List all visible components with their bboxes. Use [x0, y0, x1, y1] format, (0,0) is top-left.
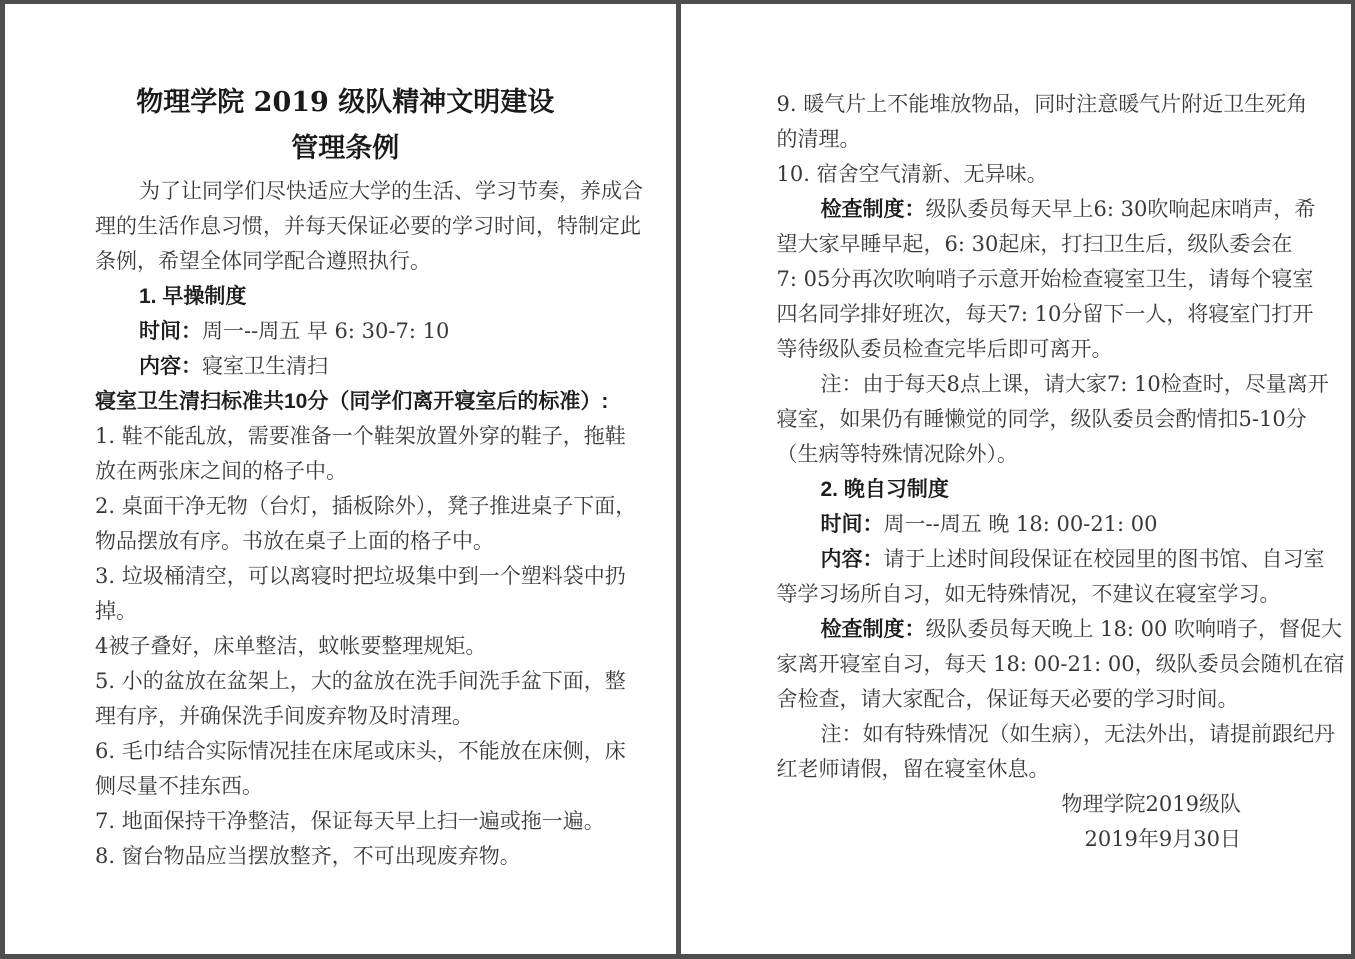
- text-line: [777, 612, 1343, 647]
- line-text: 为了让同学们尽快适应大学的生活、学习节奏，养成合: [139, 179, 643, 203]
- text-line: [777, 472, 1330, 507]
- text-line: [777, 752, 1330, 787]
- line-text: 7. 地面保持干净整洁，保证每天早上扫一遍或拖一遍。: [95, 809, 605, 833]
- text-line: [777, 437, 1330, 472]
- text-line: [777, 122, 1330, 157]
- text-line: [777, 542, 1330, 577]
- line-text: 4被子叠好，床单整洁，蚊帐要整理规矩。: [95, 634, 487, 658]
- line-text: 等待级队委员检查完毕后即可离开。: [776, 337, 1113, 361]
- line-text: 8. 窗台物品应当摆放整齐，不可出现废弃物。: [95, 844, 521, 868]
- text-line: [95, 524, 644, 559]
- line-text: 寝室卫生清扫标准共10分（同学们离开寝室后的标准）:: [95, 390, 609, 413]
- line-text: 舍检查，请大家配合，保证每天必要的学习时间。: [776, 687, 1239, 711]
- line-text: 等学习场所自习，如无特殊情况，不建议在寝室学习。: [776, 582, 1281, 606]
- text-line: [776, 647, 1345, 682]
- text-line: [95, 349, 644, 384]
- line-text: 级队委员每天晚上 18: 00 吹响哨子，督促大: [925, 617, 1343, 641]
- line-text: 侧尽量不挂东西。: [95, 774, 263, 798]
- line-text: 理有序，并确保洗手间废弃物及时清理。: [95, 704, 473, 728]
- text-line: [777, 717, 1335, 752]
- text-line: [95, 804, 644, 839]
- line-text: 10. 宿舍空气清新、无异味。: [776, 162, 1048, 186]
- text-line: [95, 279, 644, 314]
- text-line: [95, 174, 644, 209]
- text-line: [777, 367, 1330, 402]
- line-text: 望大家早睡早起，6: 30起床，打扫卫生后，级队委会在: [776, 232, 1293, 256]
- text-line: [95, 839, 644, 874]
- text-line: [777, 87, 1330, 122]
- line-text: 6. 毛巾结合实际情况挂在床尾或床头，不能放在床侧，床: [95, 739, 626, 763]
- text-line: [95, 384, 644, 419]
- document-title-line1: 物理学院 2019 级队精神文明建设: [136, 87, 555, 118]
- line-text: 物理学院2019级队: [1061, 792, 1241, 816]
- document-title-line2: 管理条例: [291, 133, 400, 164]
- line-text: 5. 小的盆放在盆架上，大的盆放在洗手间洗手盆下面，整: [95, 669, 626, 693]
- line-text: 注：由于每天8点上课，请大家7: 10检查时，尽量离开: [820, 372, 1329, 396]
- line-text: 的清理。: [776, 127, 861, 151]
- text-line: [777, 297, 1330, 332]
- line-text: 注：如有特殊情况（如生病），无法外出，请提前跟纪丹: [820, 722, 1335, 746]
- line-text: 条例，希望全体同学配合遵照执行。: [95, 249, 431, 273]
- text-line: [95, 489, 644, 524]
- line-text: 周一--周五 晚 18: 00-21: 00: [883, 512, 1158, 536]
- text-line: [95, 594, 644, 629]
- line-text: 2. 桌面干净无物（台灯，插板除外），凳子推进桌子下面，: [95, 494, 637, 518]
- line-lead-label: 时间：: [139, 320, 202, 343]
- line-lead-label: 时间：: [820, 513, 884, 536]
- line-lead-label: 检查制度：: [820, 618, 926, 641]
- line-text: 7: 05分再次吹响哨子示意开始检查寝室卫生，请每个寝室: [776, 267, 1314, 291]
- line-text: 9. 暖气片上不能堆放物品，同时注意暖气片附近卫生死角: [776, 92, 1308, 116]
- text-line: [95, 559, 644, 594]
- line-text: 级队委员每天早上6: 30吹响起床哨声，希: [925, 197, 1316, 221]
- line-text: 周一--周五 早 6: 30-7: 10: [202, 319, 450, 343]
- line-text: 放在两张床之间的格子中。: [95, 459, 347, 483]
- line-text: 掉。: [95, 599, 137, 623]
- page-right-body: [776, 87, 1345, 857]
- text-line: [95, 734, 644, 769]
- line-text: （生病等特殊情况除外）。: [776, 442, 1018, 466]
- text-line: [777, 402, 1330, 437]
- text-line: [95, 454, 644, 489]
- text-line: [777, 192, 1330, 227]
- line-lead-label: 内容：: [820, 548, 884, 571]
- text-line: [777, 332, 1330, 367]
- text-line: [777, 262, 1330, 297]
- line-text: 红老师请假，留在寝室休息。: [776, 757, 1050, 781]
- text-line: [95, 629, 644, 664]
- signature-author: [777, 787, 1330, 822]
- text-line: [95, 314, 644, 349]
- line-text: 寝室，如果仍有睡懒觉的同学，级队委员会酌情扣5-10分: [776, 407, 1307, 431]
- text-line: [95, 419, 644, 454]
- signature-date: [777, 822, 1330, 857]
- text-line: [95, 244, 644, 279]
- line-text: 寝室卫生清扫: [202, 354, 328, 378]
- line-text: 3. 垃圾桶清空，可以离寝时把垃圾集中到一个塑料袋中扔: [95, 564, 626, 588]
- text-line: [777, 157, 1330, 192]
- text-line: [777, 577, 1330, 612]
- text-line: [777, 682, 1330, 717]
- page-right: [681, 4, 1352, 954]
- page-left-content: [5, 4, 676, 954]
- line-lead-label: 检查制度：: [820, 198, 926, 221]
- text-line: [95, 769, 644, 804]
- line-text: 1. 鞋不能乱放，需要准备一个鞋架放置外穿的鞋子，拖鞋: [95, 424, 626, 448]
- page-right-content: [681, 4, 1352, 954]
- line-lead-label: 内容：: [139, 355, 202, 378]
- line-text: 请于上述时间段保证在校园里的图书馆、自习室: [883, 547, 1325, 571]
- page-left: [5, 4, 676, 954]
- line-text: 四名同学排好班次，每天7: 10分留下一人，将寝室门打开: [776, 302, 1314, 326]
- line-text: 家离开寝室自习，每天 18: 00-21: 00，级队委员会随机在宿: [776, 652, 1345, 676]
- text-line: [777, 507, 1330, 542]
- line-text: 2019年9月30日: [1084, 827, 1241, 851]
- text-line: [95, 209, 644, 244]
- line-text: 物品摆放有序。书放在桌子上面的格子中。: [95, 529, 494, 553]
- line-text: 1. 早操制度: [139, 285, 247, 308]
- text-line: [95, 699, 644, 734]
- text-line: [777, 227, 1330, 262]
- line-text: 理的生活作息习惯，并每天保证必要的学习时间，特制定此: [95, 214, 641, 238]
- text-line: [95, 664, 644, 699]
- page-left-body: [95, 174, 644, 874]
- line-text: 2. 晚自习制度: [820, 478, 949, 501]
